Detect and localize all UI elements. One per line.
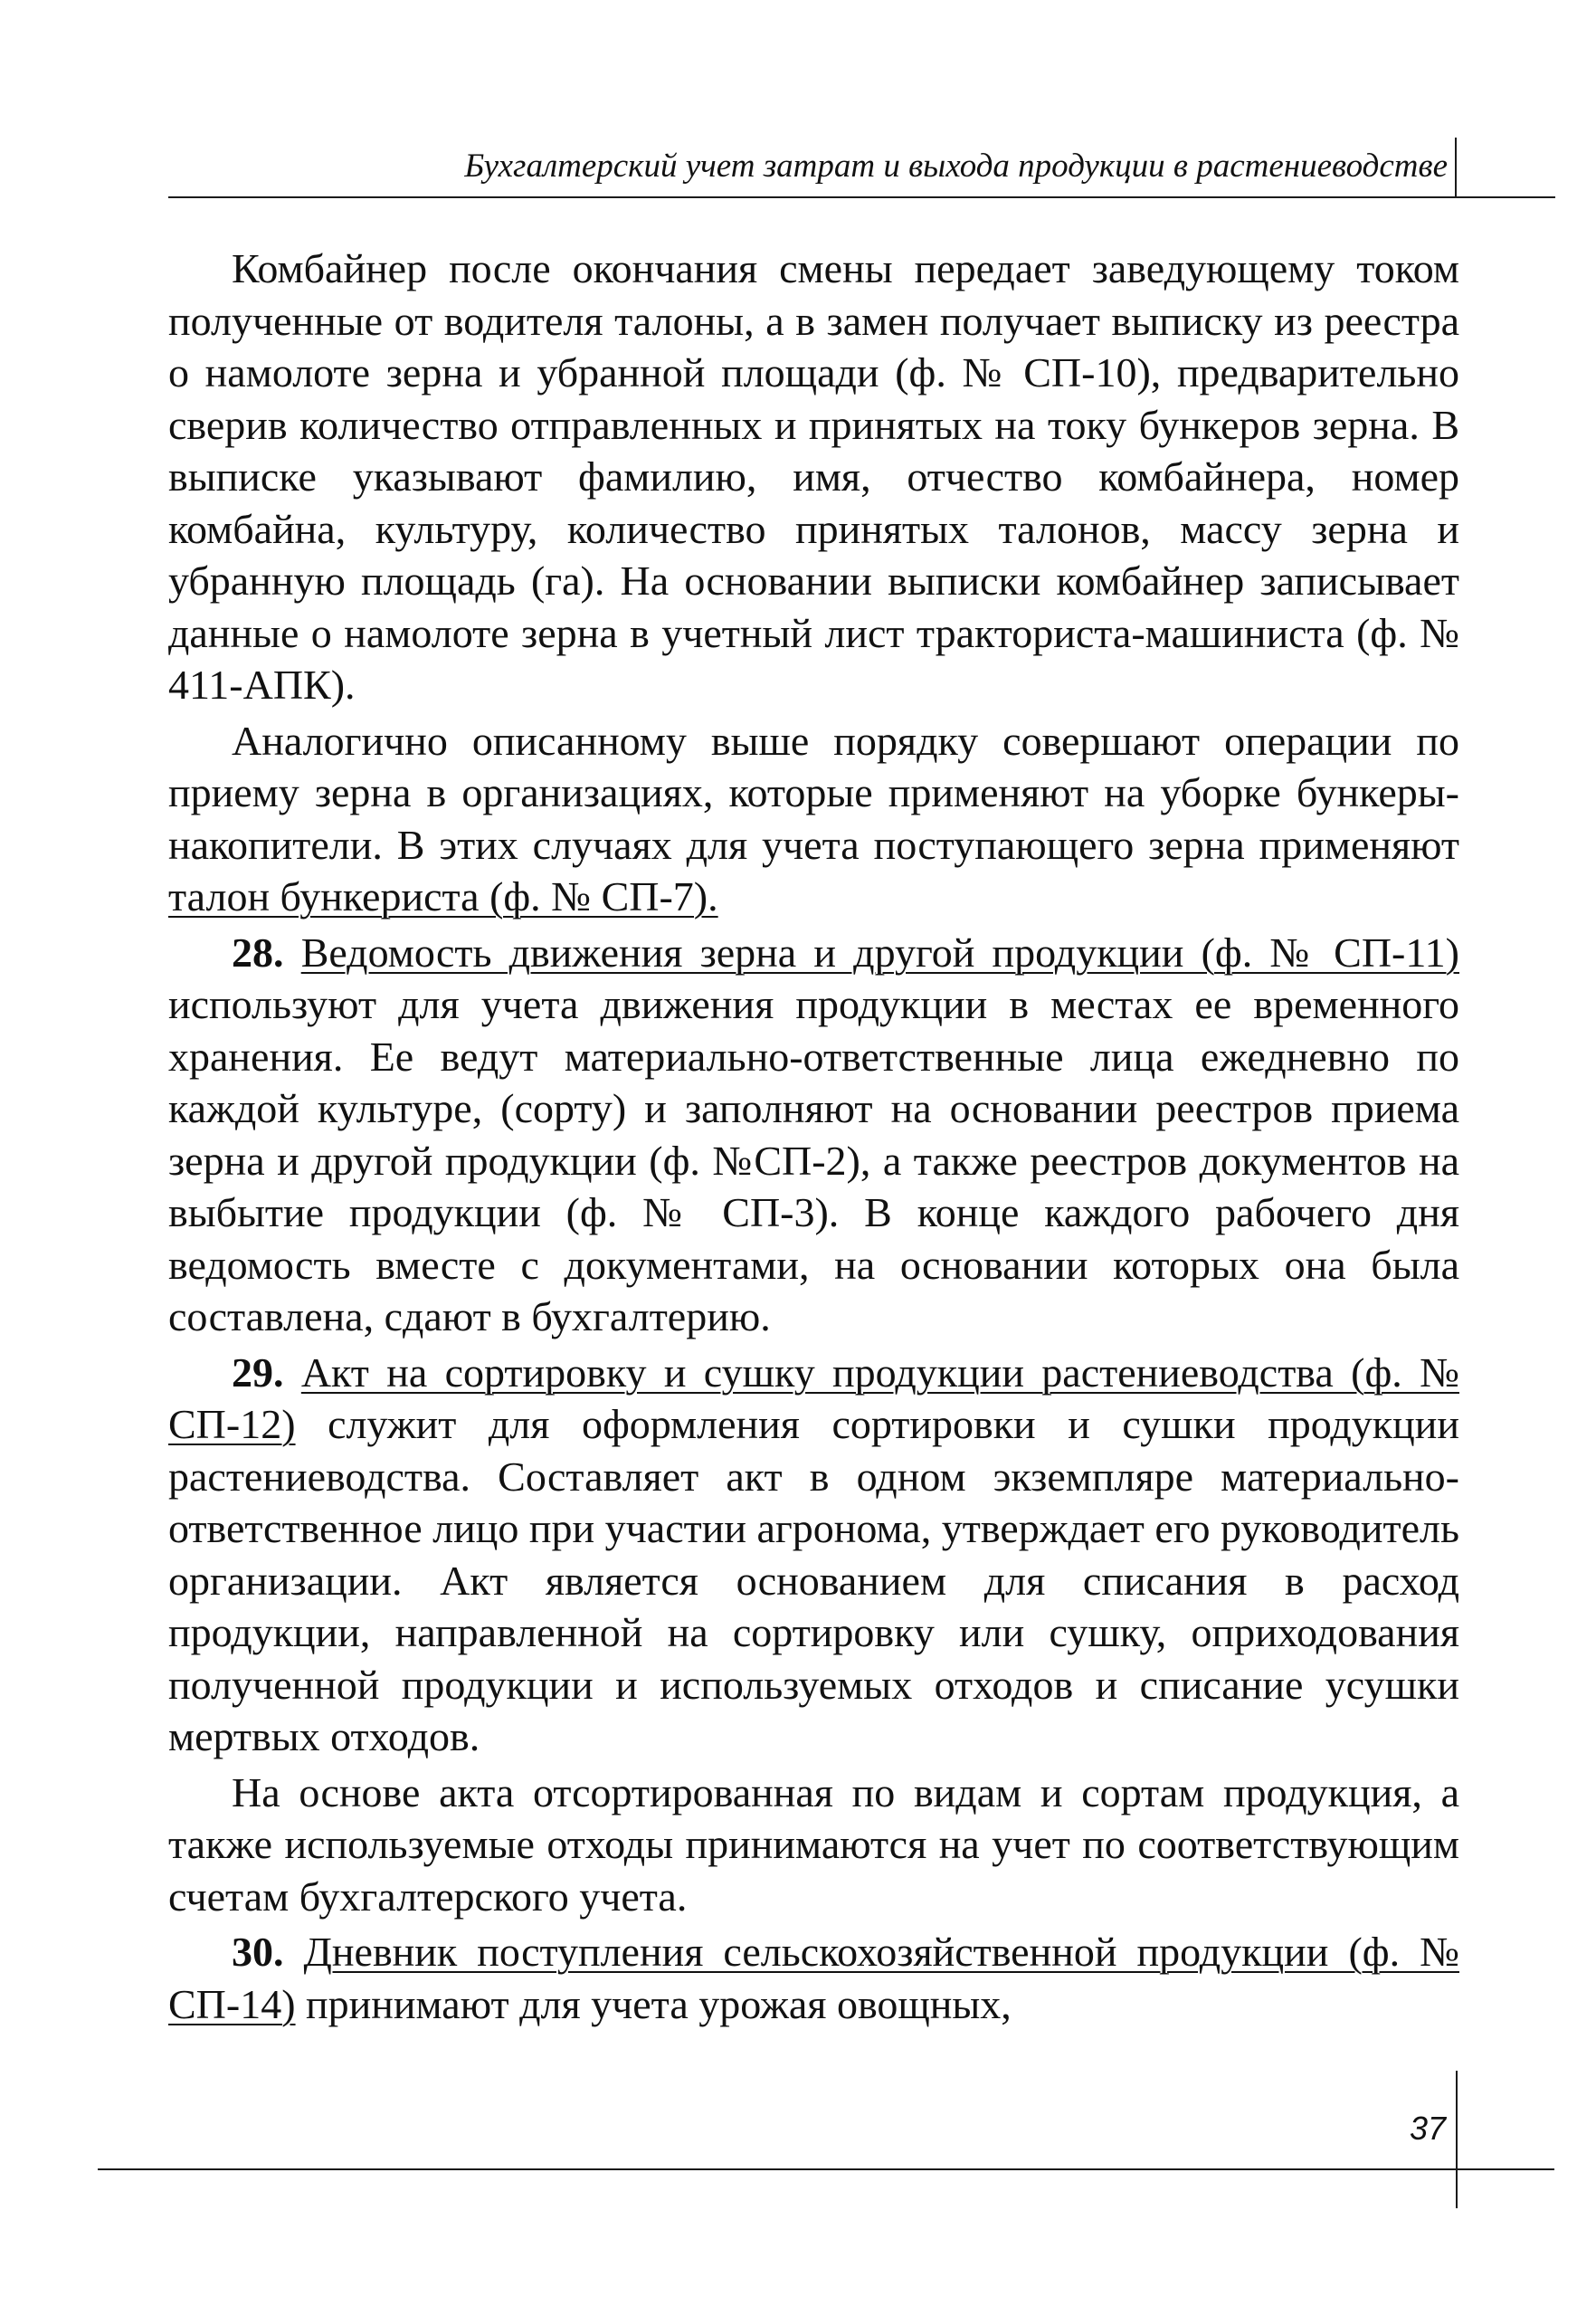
paragraph-item-28 bbox=[168, 927, 1459, 1343]
form-link-sp14: Дневник поступления сельскохозяйственной продукции (ф. № СП-14) bbox=[168, 1929, 1459, 2027]
paragraph-text: служит для оформления сортировки и сушки продукции растениеводства. Составляет акт в одном экземпляре материально-ответственное лицо при участии агронома, утверждает его руководитель организации. Акт является основанием для списания в расход продукции, направленной на сортировку или сушку, оприходования полученной продукции и используемых отходов и списание усушки мертвых отходов. bbox=[168, 1401, 1459, 1759]
paragraph-bunkers bbox=[168, 715, 1459, 923]
paragraph-item-30 bbox=[168, 1926, 1459, 2030]
header-rule bbox=[168, 196, 1555, 198]
paragraph-text: используют для учета движения продукции в местах ее временного хранения. Ее ведут материально-ответственные лица ежедневно по каждой культуре, (сорту) и заполняют на основании реестров приема зерна и другой продукции (ф. №СП-2), а также реестров документов на выбытие продукции (ф. № СП-3). В конце каждого рабочего дня ведомость вместе с документами, на основании которых она была составлена, сдают в бухгалтерию. bbox=[168, 981, 1459, 1339]
footer-tick-line bbox=[1456, 2071, 1458, 2208]
paragraph-text: Аналогично описанному выше порядку совершают операции по приему зерна в организациях, которые применяют на уборке бункеры-накопители. В этих случаях для учета поступающего зерна применяют bbox=[168, 717, 1459, 868]
page-number: 37 bbox=[1409, 2110, 1446, 2147]
item-number: 30. bbox=[232, 1929, 284, 1975]
running-header: Бухгалтерский учет затрат и выхода продукции в растениеводстве bbox=[464, 148, 1448, 185]
footer-rule bbox=[98, 2168, 1554, 2170]
paragraph-text: принимают для учета урожая овощных, bbox=[295, 1980, 1012, 2027]
item-number: 29. bbox=[232, 1348, 284, 1396]
item-number: 28. bbox=[232, 929, 284, 976]
form-link-sp12: Акт на сортировку и сушку продукции растениеводства (ф. № СП-12) bbox=[168, 1348, 1459, 1447]
paragraph-combiner: Комбайнер после окончания смены передает заведующему током полученные от водителя талоны, а в замен получает выписку из реестра о намолоте зерна и убранной площади (ф. № СП-10), предварительно сверив количество отправленных и принятых на току бункеров зерна. В выписке указывают фамилию, имя, отчество комбайнера, номер комбайна, культуру, количество принятых талонов, массу зерна и убранную площадь (га). На основании выписки комбайнер записывает данные о намолоте зерна в учетный лист тракториста-машиниста (ф. № 411-АПК). bbox=[168, 245, 1459, 708]
paragraph-item-29 bbox=[168, 1347, 1459, 1763]
form-link-sp11: Ведомость движения зерна и другой продукции (ф. № СП-11) bbox=[300, 929, 1459, 976]
paragraph-sorting: На основе акта отсортированная по видам и сортам продукция, а также используемые отходы принимаются на учет по соответствующим счетам бухгалтерского учета. bbox=[168, 1768, 1459, 1920]
body-text bbox=[168, 243, 1459, 2034]
form-link-sp7: талон бункериста (ф. № СП-7). bbox=[168, 873, 718, 920]
header-tick-line bbox=[1455, 138, 1457, 197]
